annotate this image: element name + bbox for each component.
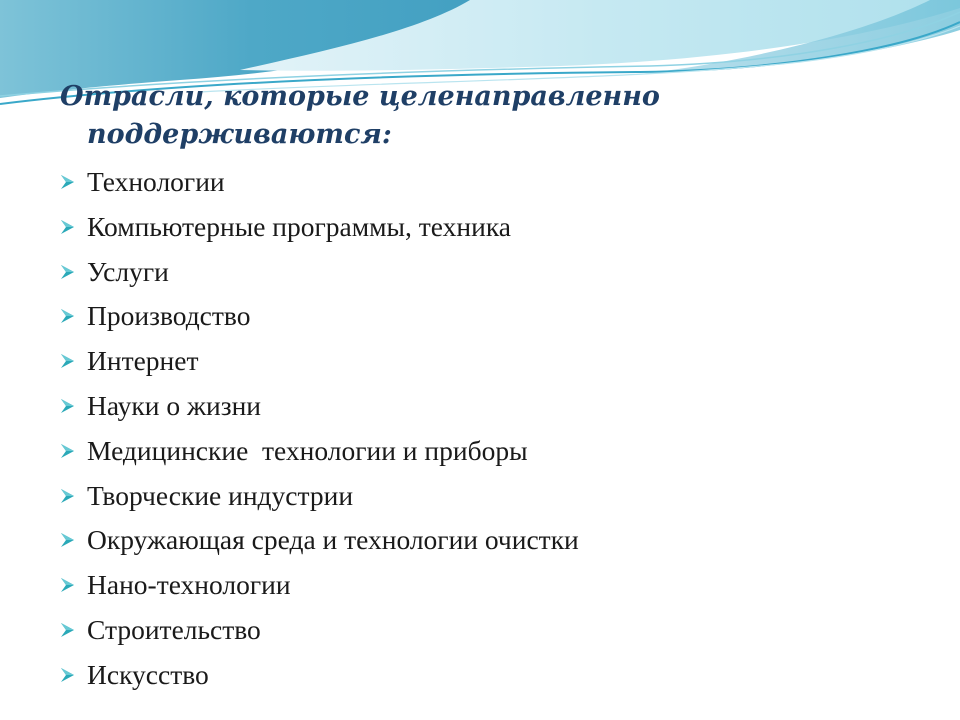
arrowhead-bullet-icon — [58, 173, 76, 191]
list-item — [58, 611, 579, 656]
arrowhead-bullet-icon — [58, 576, 76, 594]
arrowhead-bullet-icon — [58, 263, 76, 281]
industry-list — [58, 163, 579, 701]
list-item-label: Интернет — [87, 345, 199, 377]
arrowhead-bullet-icon — [58, 621, 76, 639]
list-item-label: Искусство — [87, 658, 209, 690]
list-item-label: Нано-технологии — [87, 569, 291, 601]
list-item-label: Творческие индустрии — [87, 479, 354, 511]
slide-title — [60, 78, 880, 154]
arrowhead-bullet-icon — [58, 442, 76, 460]
list-item — [58, 477, 579, 522]
list-item — [58, 342, 579, 387]
list-item — [58, 253, 579, 298]
list-item — [58, 387, 579, 432]
list-item — [58, 163, 579, 208]
arrowhead-bullet-icon — [58, 531, 76, 549]
list-item-label: Строительство — [87, 613, 261, 645]
arrowhead-bullet-icon — [58, 352, 76, 370]
arrowhead-bullet-icon — [58, 218, 76, 236]
list-item — [58, 297, 579, 342]
list-item-label: Компьютерные программы, техника — [87, 210, 511, 242]
list-item — [58, 208, 579, 253]
list-item-label: Медицинские технологии и приборы — [87, 434, 528, 466]
list-item — [58, 432, 579, 477]
list-item — [58, 656, 579, 701]
arrowhead-bullet-icon — [58, 397, 76, 415]
slide-title-line-1: Отрасли, которые целенаправленно — [60, 81, 660, 112]
arrowhead-bullet-icon — [58, 666, 76, 684]
list-item-label: Окружающая среда и технологии очистки — [87, 524, 579, 556]
list-item — [58, 566, 579, 611]
slide-title-line-2: поддерживаются: — [87, 119, 392, 150]
list-item — [58, 521, 579, 566]
list-item-label: Услуги — [87, 255, 169, 287]
arrowhead-bullet-icon — [58, 487, 76, 505]
arrowhead-bullet-icon — [58, 307, 76, 325]
list-item-label: Науки о жизни — [87, 389, 262, 421]
list-item-label: Технологии — [87, 166, 225, 197]
list-item-label: Производство — [87, 300, 251, 332]
